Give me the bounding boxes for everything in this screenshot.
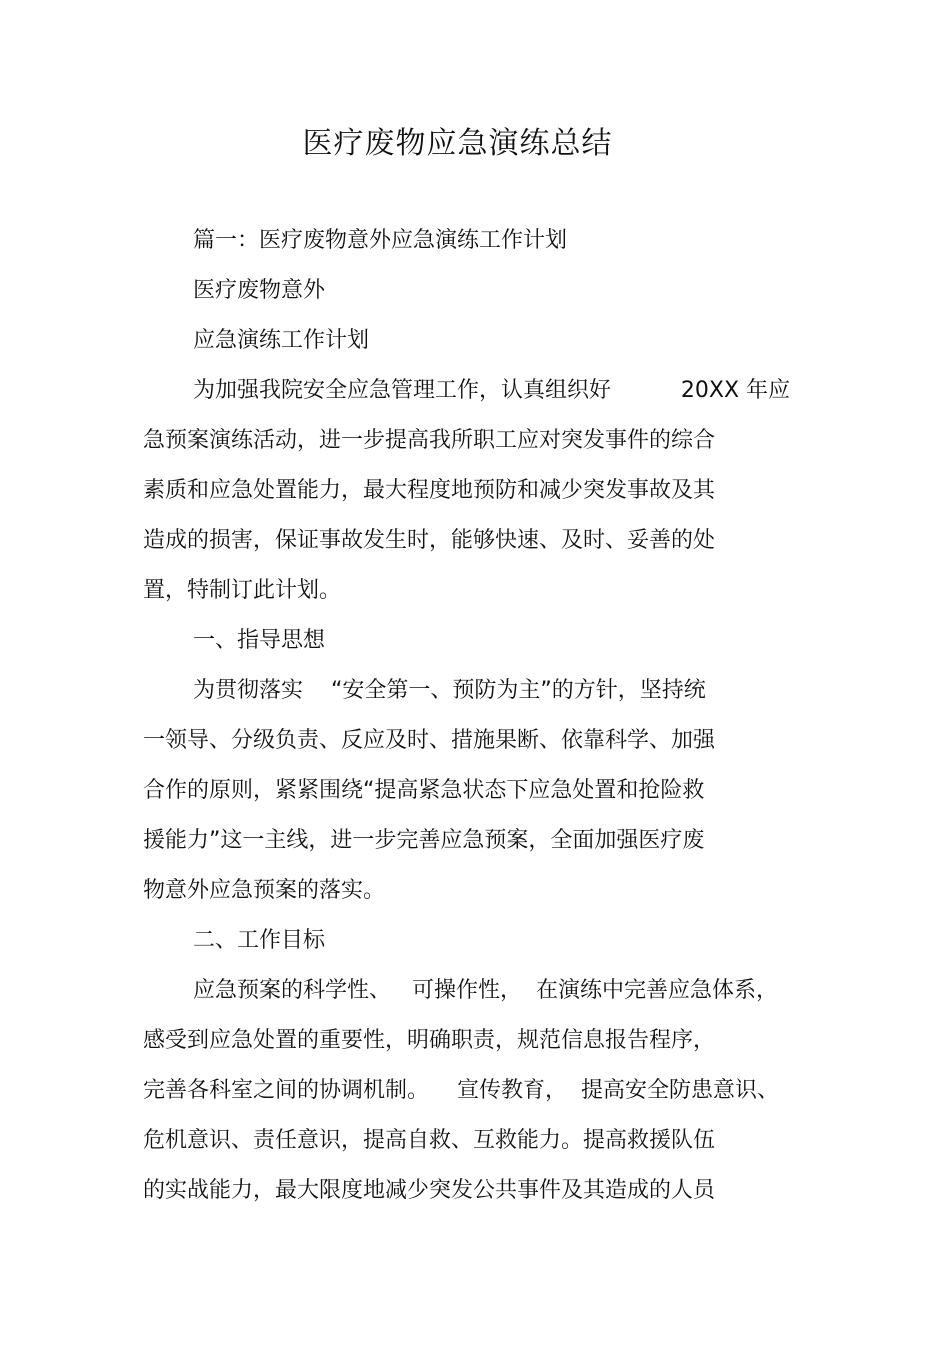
subtitle-line: 应急演练工作计划	[193, 328, 370, 353]
paragraph-line: 应急预案的科学性、 可操作性， 在演练中完善应急体系，	[193, 978, 778, 1003]
section-heading-1: 篇一：医疗废物意外应急演练工作计划	[193, 228, 568, 253]
paragraph-line: 合作的原则，紧紧围绕“提高紧急状态下应急处置和抢险救	[143, 778, 705, 803]
paragraph-line: 急预案演练活动，进一步提高我所职工应对突发事件的综合	[143, 428, 716, 453]
paragraph-line: 感受到应急处置的重要性，明确职责，规范信息报告程序，	[143, 1028, 716, 1053]
paragraph-line: 援能力”这一主线，进一步完善应急预案，全面加强医疗废	[143, 828, 705, 853]
paragraph-line: 的实战能力，最大限度地减少突发公共事件及其造成的人员	[143, 1178, 716, 1203]
paragraph-line: 素质和应急处置能力，最大程度地预防和减少突发事故及其	[143, 478, 716, 503]
section-heading: 一、指导思想	[193, 628, 326, 653]
subtitle-line: 医疗废物意外	[193, 278, 326, 303]
paragraph-line: 为加强我院安全应急管理工作，认真组织好 20XX 年应	[193, 378, 791, 403]
paragraph-line: 置，特制订此计划。	[143, 578, 342, 603]
section-heading: 二、工作目标	[193, 928, 326, 953]
document-title: 医疗废物应急演练总结	[302, 126, 613, 161]
paragraph-line: 物意外应急预案的落实。	[143, 878, 386, 903]
paragraph-line: 危机意识、责任意识，提高自救、互救能力。提高救援队伍	[143, 1128, 716, 1153]
paragraph-line: 为贯彻落实 “安全第一、预防为主”的方针，坚持统	[193, 678, 706, 703]
paragraph-line: 完善各科室之间的协调机制。 宣传教育， 提高安全防患意识、	[143, 1078, 779, 1103]
paragraph-line: 一领导、分级负责、反应及时、措施果断、依靠科学、加强	[143, 728, 716, 753]
paragraph-line: 造成的损害，保证事故发生时，能够快速、及时、妥善的处	[143, 528, 716, 553]
